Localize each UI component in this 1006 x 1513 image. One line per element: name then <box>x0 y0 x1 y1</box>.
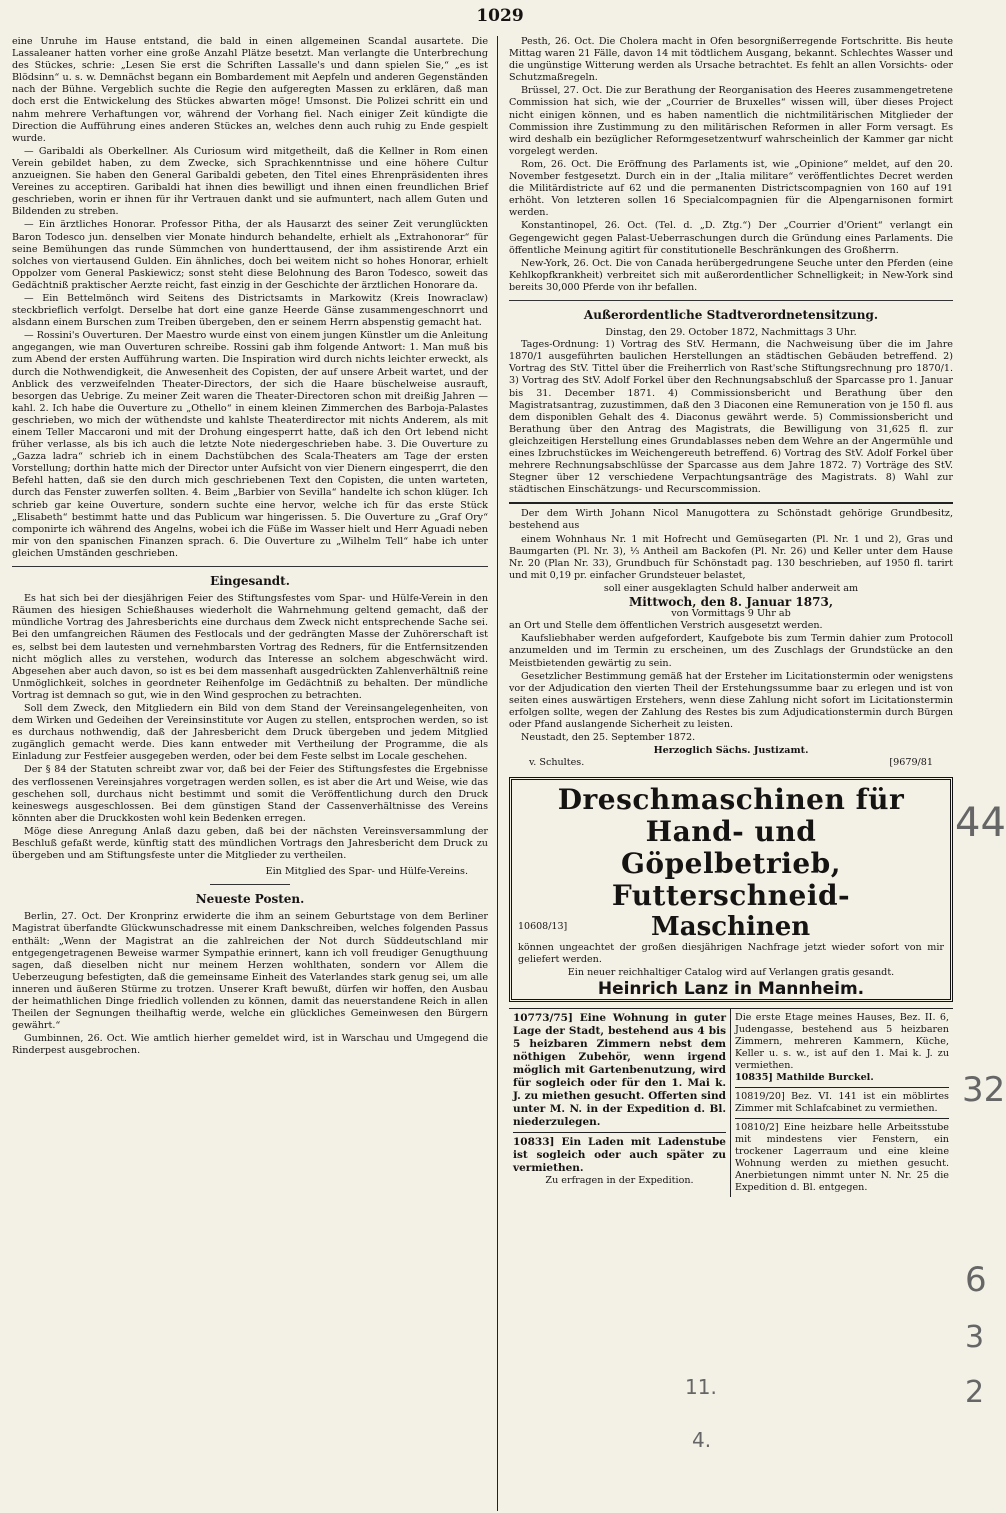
classified-ad-signature: 10835] Mathilde Burckel. <box>735 1071 874 1083</box>
section-divider <box>210 884 290 885</box>
classifieds-right <box>731 1009 953 1197</box>
article-paragraph: — Ein ärztliches Honorar. Professor Pitha, der als Hausarzt des seiner Zeit verunglückten Baron Todesco jun. denselben vier Monate hindurch behandelte, erhielt als „Extrahonorar“ für seine Bemühungen das runde Sümmchen von hunderttausend, der ihm assistirende Arzt ein solches von viertausend Gulden. Ein ähnliches, doch bei weitem nicht so hohes Honorar, erhielt Oppolzer vom General Paskiewicz; sonst steht diese Belohnung des Baron Todesco, soweit das Gedächtniß praktischer Aerzte reicht, fast einzig in der Geschichte der ärztlichen Honorare da. <box>12 219 488 291</box>
ad-headline-3: Maschinen <box>650 912 811 943</box>
classified-ad: Die erste Etage meines Hauses, Bez. II. 6, Judengasse, bestehend aus 5 heizbaren Zimmern, mehreren Kammern, Küche, Keller u. s. w., ist auf den 1. Mai k. J. zu vermiethen. <box>735 1011 949 1071</box>
ad-headline-1: Dreschmaschinen für Hand- und <box>557 783 905 849</box>
news-paragraph: Gumbinnen, 26. Oct. Wie amtlich hierher gemeldet wird, ist in Warschau und Umgegend die Rinderpest ausgebrochen. <box>12 1033 488 1057</box>
ad-headline-row <box>518 912 944 942</box>
margin-mark: 32 <box>962 1070 1006 1110</box>
news-paragraph: Berlin, 27. Oct. Der Kronprinz erwiderte die ihm an seinem Geburtstage von dem Berliner Magistrat überfandte Glückwunschadresse mit einem Dankschreiben, welches folgenden Passus enthält: „Wenn der Magistrat an die zahlreichen der Not durch Süddeutschland mir entgegengetragenen Beweise warmer Sympathie erinnert, kann ich voll freudiger Genugthuung sagen, daß dieselben nicht nur meinem Herzen wohlthaten, sondern vor Allem die Ueberzeugung befestigten, daß die gemeinsame Einheit des Vaterlandes stark genug sei, um alle inneren und äußeren Stürme zu trotzen. Unserer Kraft bewußt, dürfen wir hoffen, den Ausbau der heimathlichen Dinge friedlich vollenden zu können, damit das neuerstandene Reich in allen Theilen der Segnungen theilhaftig werde, welche ein glückliches Gemeinwesen den Bürgern gewährt.“ <box>12 911 488 1032</box>
notice-footer <box>509 757 953 769</box>
eingesandt-paragraph: Es hat sich bei der diesjährigen Feier des Stiftungsfestes vom Spar- und Hülfe-Verein in den Räumen des hiesigen Schießhauses wiederholt die Wahrnehmung geltend gemacht, daß der mündliche Vortrag des Jahresberichts eine durchaus dem Zweck nicht entsprechende Sache sei. Bei den umfangreichen Räumen des Festlocals und der gedrängten Masse der Zuhörerschaft ist es, selbst bei dem lautesten und vernehmbarsten Vortrag des Redners, für die Entfernsitzenden nicht möglich alles zu verstehen, wodurch das Interesse an solchem abgeschwächt wird. Abgesehen aber auch davon, so ist es bei dem massenhaft ausgedrückten Zahlenverhältniß reine Unmöglichkeit, solches in geordneter Reihenfolge im Gedächtniß zu behalten. Der mündliche Vortrag ist demnach so gut, wie in den Wind gesprochen zu betrachten. <box>12 593 488 701</box>
classified-ad: 10833] Ein Laden mit Ladenstube ist sogleich oder auch später zu vermiethen. <box>513 1135 726 1174</box>
sitzung-agenda: Tages-Ordnung: 1) Vortrag des StV. Hermann, die Nachweisung über die im Jahre 1870/1 ausgeführten baulichen Herstellungen an städtischen Gebäuden betreffend. 2) Vortrag des StV. Tittel über die Freiherrlich von Rast'sche Stiftungsrechnung pro 1870/1. 3) Vortrag des StV. Adolf Forkel über den Rechnungsabschluß der Sparcasse pro 1. Januar bis 31. December 1871. 4) Commissionsbericht und Berathung über den Magistratsantrag, zuzustimmen, daß den 3 Diaconen eine Remuneration von je 150 fl. aus dem disponiblen Gehalt des 4. Diaconus gewährt werde. 5) Commissionsbericht und Berathung über den Antrag des Magistrats, die Bewilligung von 31,625 fl. zur gleichzeitigen Herstellung eines Grundablasses neben dem Wehre an der Angermühle und eines Izbruchstückes im Weichengereuth betreffend. 6) Vortrag des StV. Adolf Forkel über mehrere Rechnungsabschlüsse der Sparcasse aus dem Jahre 1872. 7) Vorträge des StV. Stegner über 12 verschiedene Verpachtungsanträge des Magistrats. 8) Wahl zur städtischen Einschätzungs- und Recurscommission. <box>509 339 953 496</box>
notice-date: Mittwoch, den 8. Januar 1873, <box>628 595 834 610</box>
margin-mark: 44 <box>955 800 1006 846</box>
classifieds-left <box>509 1009 731 1197</box>
margin-mark: 6 <box>965 1260 987 1300</box>
notice-place-date: Neustadt, den 25. September 1872. <box>521 732 696 744</box>
notice-signature: Herzoglich Sächs. Justizamt. <box>653 745 809 757</box>
page-number: 1029 <box>476 6 524 26</box>
article-paragraph: — Garibaldi als Oberkellner. Als Curiosum wird mitgetheilt, daß die Kellner in Rom einen Verein gebildet haben, zu dem Zwecke, sich Sprachkenntnisse und eine höhere Cultur anzueignen. Sie haben den General Garibaldi gebeten, den Titel eines Ehrenpräsidenten ihres Vereines zu acceptiren. Garibaldi hat ihnen dies bewilligt und ihnen einen freundlichen Brief geschrieben, worin er ihnen für ihr Vertrauen dankt und sie aufmuntert, nach allem Guten und Bildenden zu streben. <box>12 145 488 218</box>
sitzung-date: Dinstag, den 29. October 1872, Nachmittags 3 Uhr. <box>605 327 857 339</box>
ad-code: 10608/13] <box>518 921 568 933</box>
ad-headline-2: Göpelbetrieb, Futterschneid- <box>611 847 851 913</box>
ad-catalog-text: Ein neuer reichhaltiger Catalog wird auf Verlangen gratis gesandt. <box>567 966 895 978</box>
article-paragraph: eine Unruhe im Hause entstand, die bald in einen allgemeinen Scandal ausartete. Die Lassaleaner hatten vorher eine große Anzahl Plätze besetzt. Man verlangte die Unterbrechung des Stückes, schrie: „Lesen Sie erst die Schriften Lassalle's und dann spielen Sie,“ „es ist Blödsinn“ u. s. w. Demnächst begann ein Bombardement mit Aepfeln und anderen Gegenständen nach der Bühne. Vergeblich suchte die Regie den aufgeregten Massen zu erklären, daß man doch erst die Entwickelung des Stückes abwarten möge! Umsonst. Die Polizei schritt ein und nahm mehrere Verhaftungen vor, während der Vorhang fiel. Nach einiger Zeit kündigte die Direction die Aufführung eines anderen Stückes an, welches denn auch ruhig zu Ende gespielt wurde. <box>12 36 488 144</box>
auction-notice <box>509 502 953 769</box>
news-paragraph: New-York, 26. Oct. Die von Canada herübergedrungene Seuche unter den Pferden (eine Kehlkopfkrankheit) verbreitet sich mit außerordentlicher Schnelligkeit; in New-York sind bereits 30,000 Pferde von ihr befallen. <box>509 257 953 293</box>
article-paragraph: — Ein Bettelmönch wird Seitens des Districtsamts in Markowitz (Kreis Inowraclaw) steckbrieflich verfolgt. Derselbe hat dort eine ganze Heerde Gänse zusammengeschnorrt und alsdann einem Burschen zum Treiben übergeben, den er seinem Herrn abspenstig gemacht hat. <box>12 292 488 329</box>
news-paragraph: Rom, 26. Oct. Die Eröffnung des Parlaments ist, wie „Opinione“ meldet, auf den 20. November festgesetzt. Durch ein in der „Italia militare“ veröffentlichtes Decret werden die Militärdistricte auf 62 und die permanenten Districtscompagnien von 160 auf 191 erhöht. Von letzteren sollen 16 Specialcompagnien für die Alpengarnisonen formirt werden. <box>509 158 953 219</box>
notice-footer-code: [9679/81 <box>889 757 933 769</box>
news-paragraph: Konstantinopel, 26. Oct. (Tel. d. „D. Ztg.“) Der „Courrier d'Orient“ verlangt ein Gegengewicht gegen Palast-Ueberraschungen durch die Gründung eines Parlaments. Die öffentliche Meinung agitirt für constitutionelle Beschränkungen des Großherrn. <box>509 220 953 256</box>
eingesandt-heading: Eingesandt. <box>210 574 290 589</box>
notice-line: soll einer ausgeklagten Schuld halber anderweit am <box>603 582 859 594</box>
notice-time: von Vormittags 9 Uhr ab <box>671 608 791 620</box>
notice-line: Der dem Wirth Johann Nicol Manugottera zu Schönstadt gehörige Grundbesitz, bestehend aus <box>509 508 953 532</box>
margin-mark: 2 <box>965 1375 985 1410</box>
neueste-posten-heading: Neueste Posten. <box>195 892 305 907</box>
eingesandt-paragraph: Soll dem Zweck, den Mitgliedern ein Bild von dem Stand der Vereinsangelegenheiten, von dem Wirken und Gedeihen der Vereinsinstitute vor Augen zu stellen, entsprochen werden, so ist es durchaus nothwendig, daß der Jahresbericht dem Druck übergeben und jedem Mitglied zugänglich gemacht werde. Dies kann entweder mit Vertheilung der Programme, die als Einladung zur Festfeier ausgegeben werden, oder bei dem Feste selbst im Locale geschehen. <box>12 702 488 763</box>
left-column <box>12 36 488 1059</box>
margin-mark: 11. <box>685 1375 717 1399</box>
notice-line: an Ort und Stelle dem öffentlichen Verstrich ausgesetzt werden. <box>509 620 823 632</box>
section-divider <box>12 566 488 567</box>
eingesandt-paragraph: Möge diese Anregung Anlaß dazu geben, daß bei der nächsten Vereinsversammlung der Beschluß gefaßt werde, künftig statt des mündlichen Vortrags den Jahresbericht dem Druck zu übergeben und am Stiftungsfeste unter die Mitglieder zu vertheilen. <box>12 825 488 862</box>
margin-mark: 4. <box>692 1428 712 1452</box>
classified-ad: 10810/2] Eine heizbare helle Arbeitsstube mit mindestens vier Fenstern, ein trockener Lagerraum und eine kleine Wohnung werden zu miethen gesucht. Anerbietungen nimmt unter N. Nr. 25 die Expedition d. Bl. entgegen. <box>735 1121 949 1193</box>
margin-mark: 3 <box>965 1320 985 1355</box>
eingesandt-paragraph: Der § 84 der Statuten schreibt zwar vor, daß bei der Feier des Stiftungsfestes die Ergebnisse des verflossenen Vereinsjahres vorgetragen werden sollen, es ist aber die Art und Weise, wie das geschehen soll, durchaus nicht bestimmt und somit die Veröffentlichung durch den Druck keineswegs ausgeschlossen. Bei dem günstigen Stand der Cassenverhältnisse des Vereins könnten aber die Druckkosten wohl kein Bedenken erregen. <box>12 764 488 824</box>
sitzung-heading: Außerordentliche Stadtverordnetensitzung. <box>583 307 879 322</box>
classified-ad-note: Zu erfragen in der Expedition. <box>545 1174 694 1186</box>
classifieds-grid <box>509 1008 953 1197</box>
notice-line: einem Wohnhaus Nr. 1 mit Hofrecht und Gemüsegarten (Pl. Nr. 1 und 2), Gras und Baumgarten (Pl. Nr. 3), ⅓ Antheil am Backofen (Pl. Nr. 26) und Keller unter dem Hause Nr. 20 (Plan Nr. 33), Grundbuch für Schönstadt pag. 130 beschrieben, auf 1950 fl. tarirt und mit 0,19 pr. einfacher Grundsteuer belastet, <box>509 533 953 581</box>
ad-brand: Heinrich Lanz in Mannheim. <box>597 978 865 999</box>
news-paragraph: Brüssel, 27. Oct. Die zur Berathung der Reorganisation des Heeres zusammengetretene Commission hat sich, wie der „Courrier de Bruxelles“ wissen will, über dieses Project nicht einigen können, und es haben namentlich die nichtmilitärischen Mitglieder der Commission ihre Zustimmung zu den militärischen Reformen in aller Form versagt. Es wird deshalb ein bezüglicher Reformgesetzentwurf wahrscheinlich der Kammer gar nicht vorgelegt werden. <box>509 85 953 157</box>
notice-line: Gesetzlicher Bestimmung gemäß hat der Ersteher im Licitationstermin oder wenigstens vor der Adjudication den vierten Theil der Erstehungssumme baar zu erlegen und ist von seiten eines auswärtigen Erstehers, wenn diese Zahlung nicht sofort im Licitationstermin erfolgen sollte, wegen der Zahlung des Restes bis zum Adjudicationstermin durch Bürgen oder Pfand auslangende Sicherheit zu leisten. <box>509 670 953 730</box>
notice-footer-name: v. Schultes. <box>529 757 585 769</box>
classified-ad: 10819/20] Bez. VI. 141 ist ein möblirtes Zimmer mit Schlafcabinet zu vermiethen. <box>735 1090 949 1114</box>
eingesandt-signature: Ein Mitglied des Spar- und Hülfe-Vereins. <box>265 866 468 878</box>
ad-text: können ungeachtet der großen diesjährigen Nachfrage jetzt wieder sofort von mir geliefert werden. <box>518 942 944 966</box>
article-paragraph: — Rossini's Ouverturen. Der Maestro wurde einst von einem jungen Künstler um die Anleitung angegangen, wie man Ouverturen schreibe. Rossini gab ihm folgende Antwort: 1. Man muß bis zum Abend der ersten Aufführung warten. Die Inspiration wird durch nichts leichter erweckt, als durch die Nothwendigkeit, die Anwesenheit des Copisten, der auf unsere Arbeit wartet, und der Anblick des verzweifelnden Theater-Directors, der sich die Haare büschelweise ausrauft, besorgen das Uebrige. Zu meiner Zeit waren die Theater-Directoren schon mit dreißig Jahren — kahl. 2. Ich habe die Ouverture zu „Othello“ in einem kleinen Zimmerchen des Barboja-Palastes geschrieben, wo mich der wüthendste und kahlste Theaterdirector mit nichts Anderem, als mit einem Teller Maccaroni und mit der Drohung eingesperrt hatte, daß ich den Ort lebend nicht früher verlasse, als bis ich auch die letzte Note niedergeschrieben habe. 3. Die Ouverture zu „Gazza ladra“ schrieb ich in einem Dachstübchen des Scala-Theaters am Tage der ersten Vorstellung; dorthin hatte mich der Director unter Aufsicht von vier Dienern eingesperrt, die den Befehl hatten, daß sie den durch mich geschriebenen Text den Copisten, die unten warteten, durch das Fenster zuwerfen sollten. 4. Beim „Barbier von Sevilla“ handelte ich schon klüger. Ich schrieb gar keine Ouverture, sondern suchte eine hervor, welche ich für das erste Stück „Elisabeth“ bestimmt hatte und das Publicum war hingerissen. 5. Die Ouverture zu „Graf Ory“ componirte ich während des Angelns, wobei ich die Füße im Wasser hielt und Herr Aguadi neben mir von den spanischen Finanzen sprach. 6. Die Ouverture zu „Wilhelm Tell“ habe ich unter gleichen Umständen geschrieben. <box>12 330 488 559</box>
news-paragraph: Pesth, 26. Oct. Die Cholera macht in Ofen besorgnißerregende Fortschritte. Bis heute Mittag waren 21 Fälle, davon 14 mit tödtlichem Ausgang, bekannt. Schlechtes Wasser und die ungünstige Witterung werden als Ursache betrachtet. Es fehlt an allen Vorsichts- oder Schutzmaßregeln. <box>509 36 953 84</box>
machine-advertisement <box>509 777 953 1001</box>
section-divider <box>509 300 953 301</box>
classified-ad: 10773/75] Eine Wohnung in guter Lage der Stadt, bestehend aus 4 bis 5 heizbaren Zimmern nebst dem nöthigen Zubehör, wenn irgend möglich mit Gartenbenutzung, wird für sogleich oder für den 1. Mai k. J. zu miethen gesucht. Offerten sind unter M. N. in der Expedition d. Bl. niederzulegen. <box>513 1011 726 1128</box>
right-column <box>509 36 953 1197</box>
column-divider <box>497 36 498 1511</box>
notice-line: Kaufsliebhaber werden aufgefordert, Kaufgebote bis zum Termin dahier zum Protocoll anzumelden und im Termin zu erscheinen, um des Zuschlags der Grundstücke an den Meistbietenden gewärtig zu sein. <box>509 633 953 669</box>
